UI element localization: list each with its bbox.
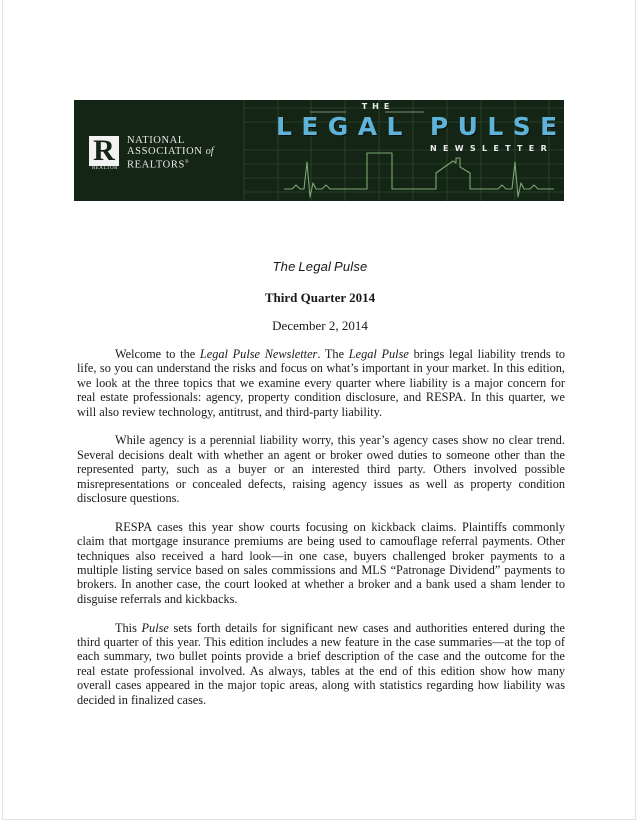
nar-line-3-wrap: [127, 157, 213, 171]
nar-of: of: [205, 146, 214, 158]
paragraph-respa: [77, 520, 565, 606]
nar-wordmark: [127, 135, 213, 171]
text-run: RESPA cases this year show courts focusing on kickback claims. Plaintiffs commonly claim that mortgage insurance premiums are being used to camouflage referral payments. Other techniques also received a hard look—in one case, buyers challenged broker payments to a multiple listing service based on sales commissions and MLS “Patronage Dividend” payments to brokers. In another case, the court looked at whether a broker and a bank used a sham lender to disguise referrals and kickbacks.: [77, 519, 565, 606]
heartbeat-line: [284, 153, 554, 197]
document-edition: Third Quarter 2014: [264, 290, 376, 305]
paragraph-edition-details: [77, 621, 565, 707]
banner-title: LEGAL PULSE: [276, 112, 567, 141]
nar-line-1: NATIONAL: [127, 135, 185, 146]
text-run: While agency is a perennial liability worry, this year’s agency cases show no clear trend. Several decisions dealt with whether an agent or broker owed duties to someone other than the represented party, such as a buyer or an interested third party. Others involved possible misrepresentations or concealed defects, raising agency issues as well as property condition disclosure questions.: [77, 433, 565, 506]
banner-subtitle: NEWSLETTER: [430, 144, 554, 153]
text-run: This: [115, 620, 142, 635]
nar-line-2: ASSOCIATION: [127, 146, 203, 158]
nar-line-2-wrap: [127, 146, 213, 157]
registered-mark: ®: [184, 160, 190, 166]
realtor-r-icon: R: [93, 134, 115, 167]
banner-the-label: THE: [361, 102, 395, 111]
document-date: December 2, 2014: [272, 318, 368, 333]
document-title: The Legal Pulse: [272, 259, 368, 274]
italic-run: Pulse: [141, 620, 169, 635]
text-run: sets forth details for significant new cases and authorities entered during the third quarter of this year. This edition includes a new feature in the case summaries—at the top of each summary, two bullet points provide a brief description of the case and the outcome for the real estate professional involved. As always, tables at the end of this edition show how many overall cases appeared in the major topic areas, along with statistics regarding how liability was decided in finalized cases.: [77, 620, 565, 707]
text-run: brings legal liability trends to life, so you can understand the risks and focus on what’s important in your market. In this edition, we look at the three topics that we examine every quarter where liability is a major concern for real estate professionals: agency, property condition disclosure, and RESPA. In this quarter, we will also review technology, antitrust, and third-party liability.: [77, 347, 566, 419]
italic-run: Legal Pulse Newsletter: [199, 347, 318, 361]
paragraph-agency: [77, 433, 565, 505]
realtor-logo-caption: REALTOR: [91, 166, 118, 171]
italic-run: Legal Pulse: [348, 347, 409, 361]
text-run: Welcome to the: [115, 347, 200, 361]
paragraph-intro: [77, 347, 565, 419]
document-body: [77, 347, 565, 722]
nar-line-3: REALTORS: [127, 159, 185, 171]
text-run: . The: [317, 347, 349, 361]
